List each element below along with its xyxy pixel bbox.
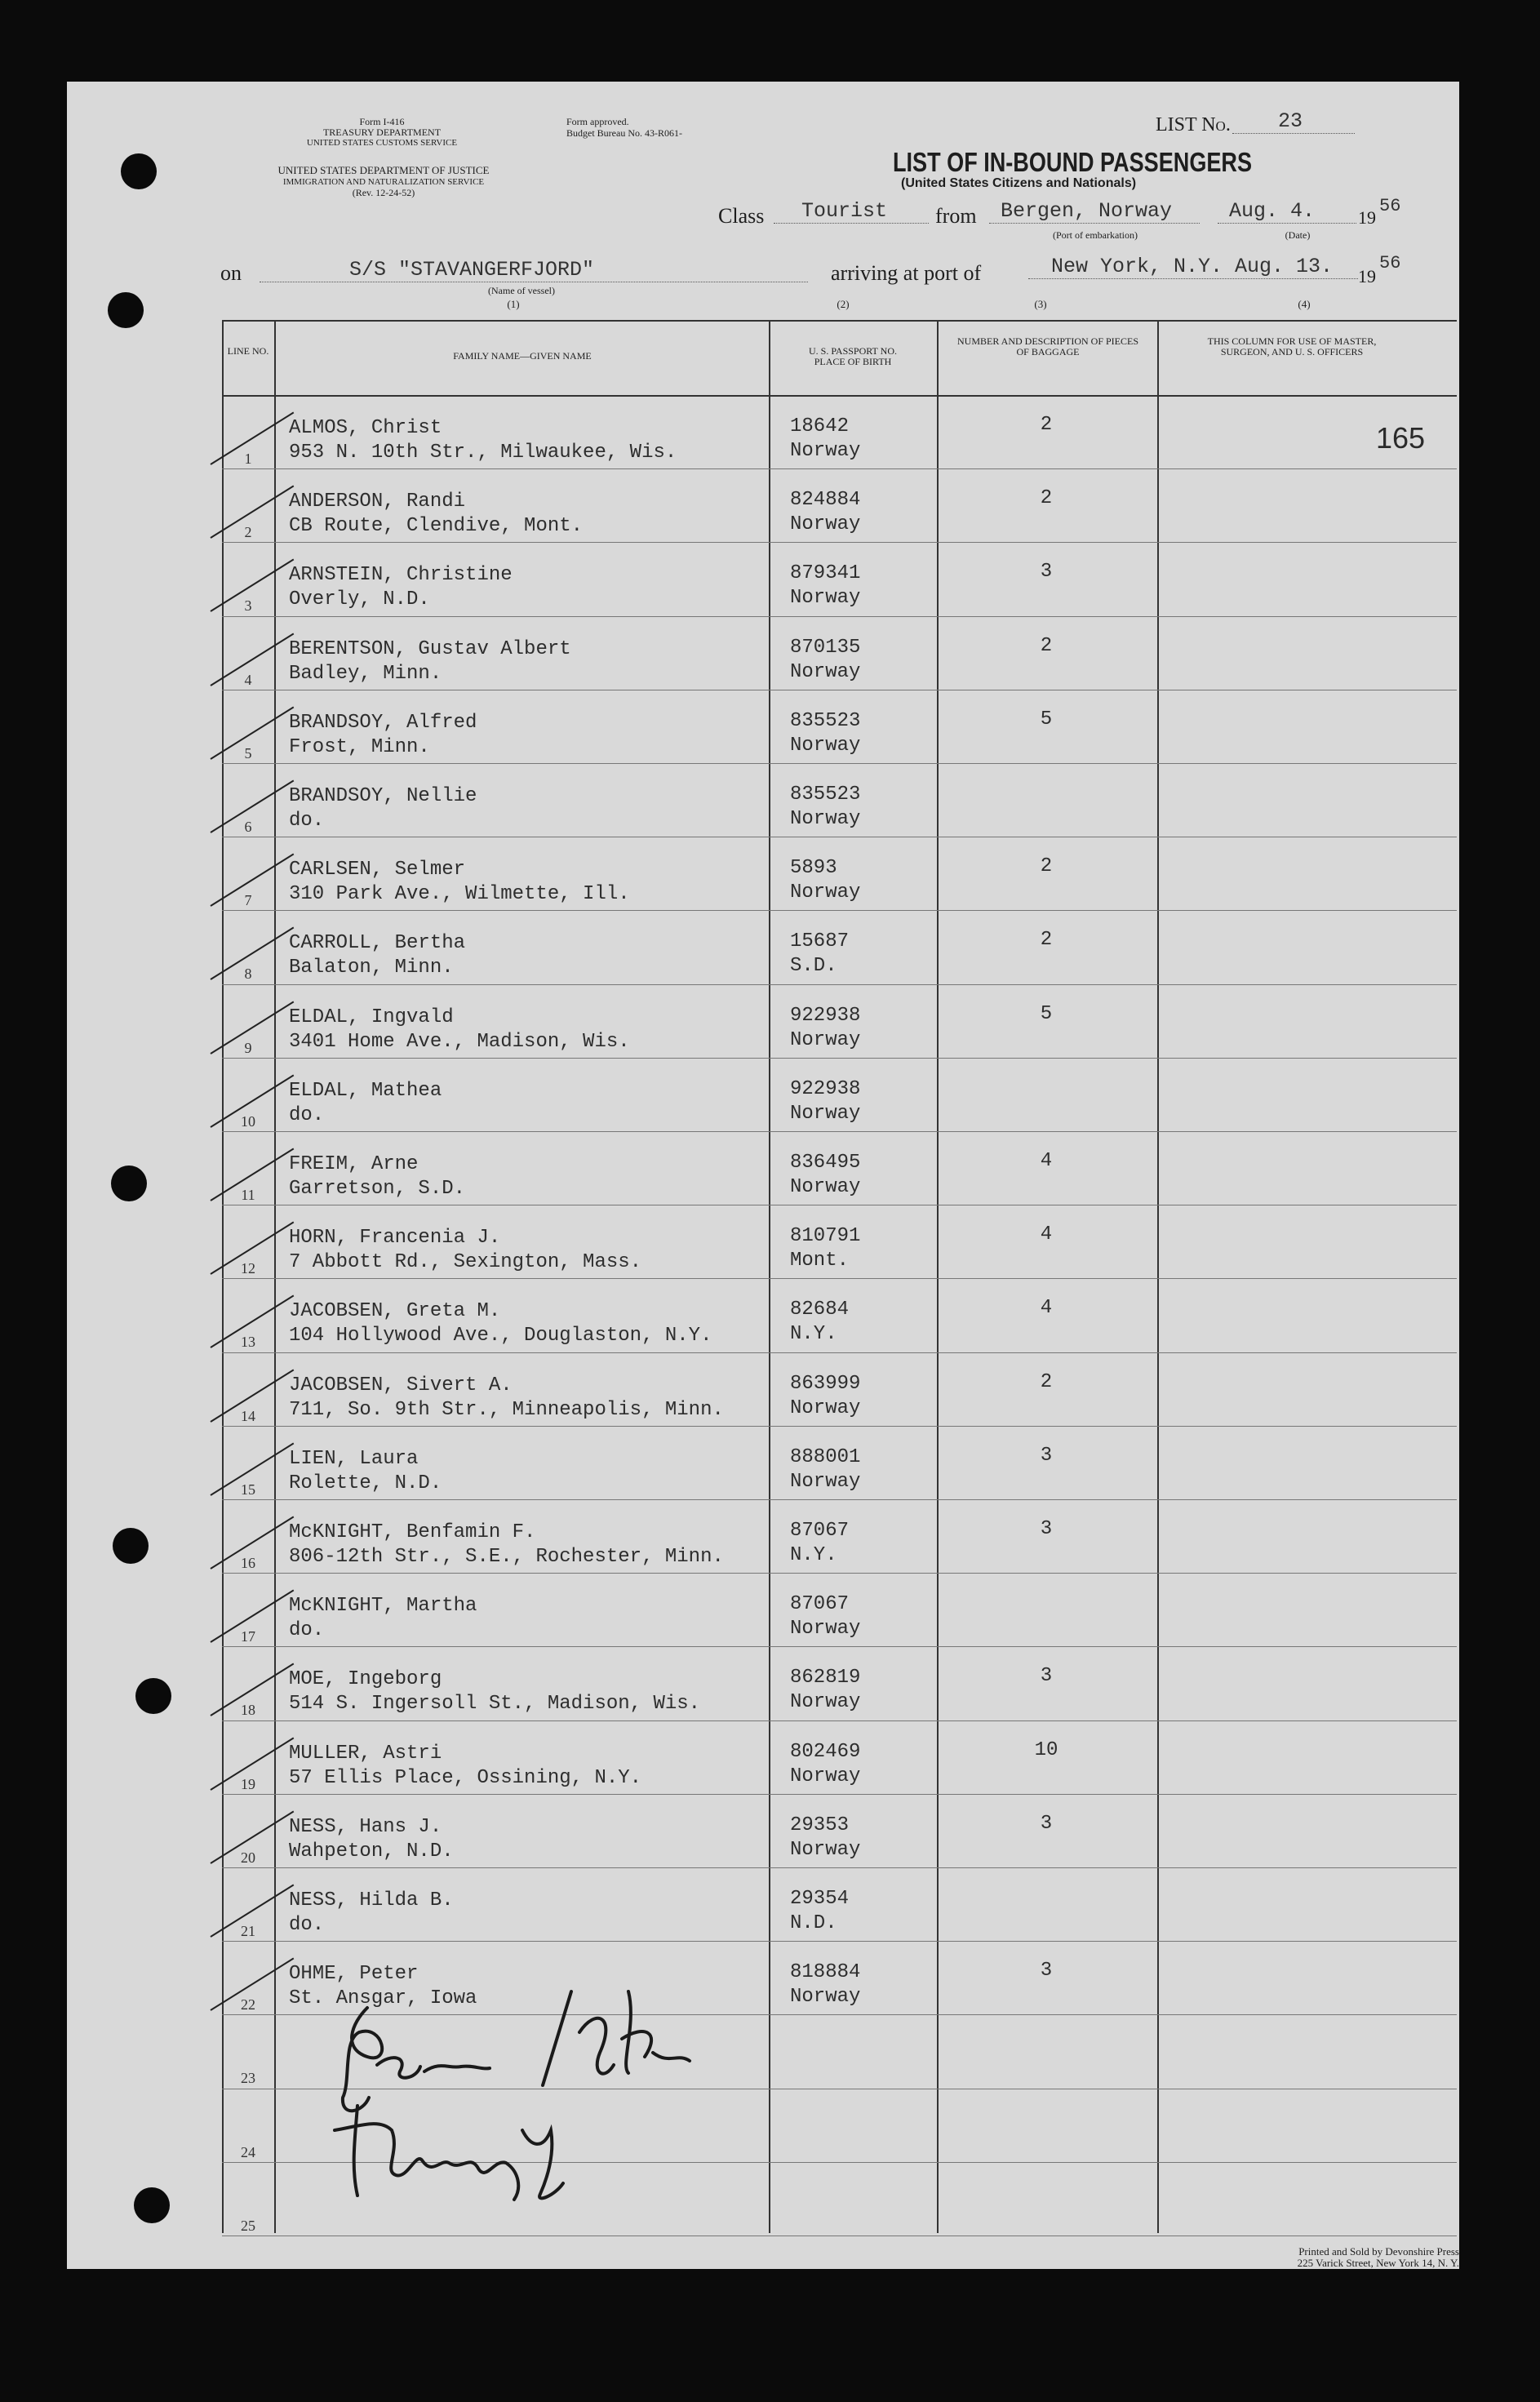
arriving-label: arriving at port of — [831, 261, 982, 285]
list-number-label: LIST No. — [1156, 114, 1231, 135]
table-divider — [1157, 320, 1159, 2233]
line-number: 7 — [244, 892, 252, 909]
handwritten-signature — [318, 1975, 775, 2204]
ins-service: IMMIGRATION AND NATURALIZATION SERVICE — [282, 177, 485, 187]
revision: (Rev. 12-24-52) — [352, 187, 415, 198]
baggage-count: 2 — [1040, 414, 1053, 436]
place-of-birth: Norway — [790, 1618, 861, 1641]
row-divider — [222, 1058, 1457, 1059]
column-header-line-no: LINE NO. — [227, 345, 269, 357]
baggage-count: 3 — [1040, 1665, 1053, 1688]
departure-date: Aug. 4. — [1218, 199, 1356, 224]
passenger-name: HORN, Francenia J. — [289, 1227, 501, 1250]
place-of-birth: Norway — [790, 881, 861, 904]
baggage-count: 3 — [1040, 1812, 1053, 1835]
baggage-count: 5 — [1040, 708, 1053, 730]
vessel-caption: (Name of vessel) — [488, 285, 555, 296]
line-number: 22 — [241, 1996, 255, 2014]
passenger-name: ALMOS, Christ — [289, 417, 442, 439]
passport-number: 863999 — [790, 1372, 861, 1395]
passenger-address: Overly, N.D. — [289, 588, 430, 611]
line-number: 2 — [244, 524, 252, 541]
place-of-birth: Norway — [790, 1765, 861, 1787]
passport-number: 922938 — [790, 1077, 861, 1100]
passenger-name: JACOBSEN, Greta M. — [289, 1300, 501, 1323]
passenger-address: Frost, Minn. — [289, 735, 430, 758]
row-divider — [222, 1794, 1457, 1795]
line-number: 1 — [244, 451, 252, 467]
place-of-birth: Norway — [790, 1691, 861, 1714]
row-divider — [222, 1867, 1457, 1868]
column-2-number: (2) — [837, 298, 850, 310]
place-of-birth: Mont. — [790, 1250, 850, 1272]
passenger-address: 7 Abbott Rd., Sexington, Mass. — [289, 1251, 642, 1274]
printer-line-2: 225 Varick Street, New York 14, N. Y. — [1297, 2257, 1459, 2269]
passenger-name: ARNSTEIN, Christine — [289, 564, 513, 587]
baggage-count: 3 — [1040, 561, 1053, 584]
binder-hole — [113, 1528, 149, 1564]
arrival-year-suffix: 56 — [1379, 253, 1401, 273]
officer-annotation: 165 — [1376, 421, 1426, 455]
table-divider — [937, 320, 939, 2233]
passenger-name: BERENTSON, Gustav Albert — [289, 637, 571, 660]
baggage-count: 3 — [1040, 1444, 1053, 1467]
passport-number: 824884 — [790, 489, 861, 512]
binder-hole — [135, 1678, 171, 1714]
from-label: from — [935, 204, 977, 228]
line-number: 4 — [244, 671, 252, 688]
row-divider — [222, 1426, 1457, 1427]
table-top-border — [222, 320, 1457, 322]
passport-number: 87067 — [790, 1593, 850, 1616]
row-divider — [222, 468, 1457, 469]
passenger-address: Wahpeton, N.D. — [289, 1840, 454, 1863]
column-header-name: FAMILY NAME—GIVEN NAME — [453, 350, 592, 362]
baggage-count: 2 — [1040, 929, 1053, 952]
passport-number: 922938 — [790, 1004, 861, 1027]
line-number: 17 — [241, 1628, 255, 1645]
passenger-address: do. — [289, 1103, 325, 1126]
baggage-count: 4 — [1040, 1297, 1053, 1320]
place-of-birth: N.D. — [790, 1912, 837, 1934]
arrival-port-date: New York, N.Y. Aug. 13. — [1028, 255, 1358, 279]
row-divider — [222, 542, 1457, 543]
line-number: 8 — [244, 966, 252, 983]
row-divider — [222, 1941, 1457, 1942]
place-of-birth: S.D. — [790, 955, 837, 978]
row-divider — [222, 1499, 1457, 1500]
place-of-birth: Norway — [790, 734, 861, 757]
year-prefix: 19 — [1358, 207, 1376, 228]
passport-number: 835523 — [790, 709, 861, 732]
place-of-birth: Norway — [790, 440, 861, 462]
passport-number: 87067 — [790, 1520, 850, 1542]
passenger-name: OHME, Peter — [289, 1963, 419, 1986]
passenger-address: St. Ansgar, Iowa — [289, 1987, 477, 2010]
line-number: 16 — [241, 1555, 255, 1571]
binder-hole — [111, 1165, 147, 1201]
row-divider — [222, 1278, 1457, 1279]
row-divider — [222, 910, 1457, 911]
passenger-name: LIEN, Laura — [289, 1447, 419, 1470]
passenger-name: CARROLL, Bertha — [289, 932, 466, 955]
binder-hole — [134, 2187, 170, 2223]
page-title: LIST OF IN-BOUND PASSENGERS — [893, 147, 1253, 177]
date-caption: (Date) — [1285, 229, 1311, 241]
passenger-name: FREIM, Arne — [289, 1153, 419, 1175]
line-number: 25 — [241, 2217, 255, 2234]
class-label: Class — [718, 204, 765, 228]
passport-number: 835523 — [790, 784, 861, 806]
baggage-count: 5 — [1040, 1002, 1053, 1025]
passport-number: 29353 — [790, 1814, 850, 1836]
table-divider — [769, 320, 770, 2233]
row-divider — [222, 763, 1457, 764]
passport-number: 810791 — [790, 1225, 861, 1248]
column-1-number: (1) — [507, 298, 520, 310]
column-3-number: (3) — [1034, 298, 1047, 310]
line-number: 20 — [241, 1849, 255, 1866]
baggage-count: 4 — [1040, 1150, 1053, 1172]
row-divider — [222, 1131, 1457, 1132]
passenger-name: BRANDSOY, Nellie — [289, 785, 477, 807]
place-of-birth: Norway — [790, 808, 861, 830]
customs-service: UNITED STATES CUSTOMS SERVICE — [306, 138, 458, 148]
passenger-name: JACOBSEN, Sivert A. — [289, 1374, 513, 1396]
row-divider — [222, 1573, 1457, 1574]
passenger-name: BRANDSOY, Alfred — [289, 711, 477, 734]
passport-number: 836495 — [790, 1152, 861, 1174]
line-number: 3 — [244, 597, 252, 615]
passenger-address: 3401 Home Ave., Madison, Wis. — [289, 1030, 630, 1053]
form-id: Form I-416 — [359, 116, 405, 127]
port-of-embarkation: Bergen, Norway — [989, 199, 1200, 224]
place-of-birth: Norway — [790, 1396, 861, 1419]
form-approved: Form approved. — [566, 116, 629, 127]
binder-hole — [121, 153, 157, 189]
line-number: 13 — [241, 1334, 255, 1351]
port-caption: (Port of embarkation) — [1053, 229, 1138, 241]
passenger-address: 806-12th Str., S.E., Rochester, Minn. — [289, 1546, 724, 1568]
line-number: 15 — [241, 1481, 255, 1498]
passenger-address: Balaton, Minn. — [289, 957, 454, 979]
passport-number: 862819 — [790, 1667, 861, 1689]
passenger-address: 57 Ellis Place, Ossining, N.Y. — [289, 1766, 642, 1789]
passenger-name: NESS, Hilda B. — [289, 1889, 454, 1911]
passenger-address: Garretson, S.D. — [289, 1178, 466, 1200]
year-suffix: 56 — [1379, 196, 1401, 216]
baggage-count: 4 — [1040, 1223, 1053, 1246]
passenger-address: do. — [289, 810, 325, 832]
passenger-address: do. — [289, 1619, 325, 1642]
column-header-officers: THIS COLUMN FOR USE OF MASTER, SURGEON, AND U. S. OFFICERS — [1207, 335, 1377, 357]
passenger-name: ELDAL, Mathea — [289, 1079, 442, 1102]
passport-number: 818884 — [790, 1961, 861, 1984]
passenger-address: 104 Hollywood Ave., Douglaston, N.Y. — [289, 1325, 712, 1348]
arrival-year-prefix: 19 — [1358, 266, 1376, 286]
list-number: 23 — [1232, 109, 1355, 134]
place-of-birth: Norway — [790, 1028, 861, 1051]
table-border-left — [222, 320, 224, 2233]
passenger-name: McKNIGHT, Martha — [289, 1595, 477, 1618]
passenger-name: MOE, Ingeborg — [289, 1668, 442, 1691]
printer-imprint — [1094, 2246, 1459, 2269]
baggage-count: 3 — [1040, 1960, 1053, 1982]
column-header-baggage: NUMBER AND DESCRIPTION OF PIECES OF BAGGAGE — [956, 335, 1139, 357]
binder-hole — [108, 292, 144, 328]
place-of-birth: Norway — [790, 1470, 861, 1493]
baggage-count: 10 — [1034, 1738, 1058, 1761]
place-of-birth: N.Y. — [790, 1323, 837, 1346]
printer-line-1: Printed and Sold by Devonshire Press — [1298, 2245, 1459, 2258]
passport-number: 18642 — [790, 415, 850, 437]
passport-number: 888001 — [790, 1445, 861, 1468]
line-number: 10 — [241, 1112, 255, 1130]
line-number: 12 — [241, 1260, 255, 1277]
passenger-address: 711, So. 9th Str., Minneapolis, Minn. — [289, 1398, 724, 1421]
line-number: 24 — [241, 2143, 255, 2160]
passenger-name: McKNIGHT, Benfamin F. — [289, 1521, 536, 1543]
line-number: 11 — [241, 1187, 255, 1203]
passenger-address: 953 N. 10th Str., Milwaukee, Wis. — [289, 442, 677, 464]
column-4-number: (4) — [1298, 298, 1311, 310]
line-number: 23 — [241, 2070, 255, 2087]
budget-bureau: Budget Bureau No. 43-R061- — [566, 127, 682, 139]
baggage-count: 2 — [1040, 855, 1053, 878]
justice-dept: UNITED STATES DEPARTMENT OF JUSTICE — [277, 164, 490, 176]
row-divider — [222, 1646, 1457, 1647]
passenger-table — [222, 320, 1457, 2233]
passenger-address: Rolette, N.D. — [289, 1472, 442, 1494]
line-number: 6 — [244, 819, 252, 835]
place-of-birth: Norway — [790, 587, 861, 610]
place-of-birth: Norway — [790, 660, 861, 683]
baggage-count: 3 — [1040, 1518, 1053, 1540]
row-divider — [222, 984, 1457, 985]
baggage-count: 2 — [1040, 1370, 1053, 1393]
column-header-passport: U. S. PASSPORT NO. PLACE OF BIRTH — [809, 345, 897, 367]
table-divider — [274, 320, 276, 2233]
passenger-name: CARLSEN, Selmer — [289, 859, 466, 881]
line-number: 18 — [241, 1702, 255, 1719]
passport-number: 879341 — [790, 562, 861, 585]
passenger-name: MULLER, Astri — [289, 1742, 442, 1765]
line-number: 9 — [244, 1039, 252, 1056]
row-divider — [222, 616, 1457, 617]
page-subtitle: (United States Citizens and Nationals) — [901, 176, 1137, 190]
line-number: 5 — [244, 744, 252, 761]
line-number: 19 — [241, 1775, 255, 1792]
place-of-birth: N.Y. — [790, 1544, 837, 1566]
line-number: 14 — [241, 1407, 255, 1424]
place-of-birth: Norway — [790, 1838, 861, 1861]
baggage-count: 2 — [1040, 634, 1053, 657]
treasury-dept: TREASURY DEPARTMENT — [322, 127, 442, 138]
passport-number: 5893 — [790, 857, 837, 880]
passport-number: 870135 — [790, 636, 861, 659]
place-of-birth: Norway — [790, 1102, 861, 1125]
passenger-address: do. — [289, 1914, 325, 1936]
passenger-address: 310 Park Ave., Wilmette, Ill. — [289, 883, 630, 906]
passport-number: 802469 — [790, 1740, 861, 1763]
passenger-address: CB Route, Clendive, Mont. — [289, 515, 584, 538]
passport-number: 82684 — [790, 1299, 850, 1321]
vessel-name: S/S "STAVANGERFJORD" — [260, 258, 808, 282]
passenger-name: ANDERSON, Randi — [289, 491, 466, 513]
on-label: on — [220, 261, 242, 285]
passenger-address: 514 S. Ingersoll St., Madison, Wis. — [289, 1693, 701, 1716]
passport-number: 29354 — [790, 1888, 850, 1910]
header-bottom-border — [222, 395, 1457, 397]
baggage-count: 2 — [1040, 487, 1053, 510]
class-value: Tourist — [774, 199, 929, 224]
line-number: 21 — [241, 1923, 255, 1939]
place-of-birth: Norway — [790, 1986, 861, 2009]
passenger-name: ELDAL, Ingvald — [289, 1006, 454, 1028]
place-of-birth: Norway — [790, 1176, 861, 1198]
row-divider — [222, 1720, 1457, 1721]
passenger-address: Badley, Minn. — [289, 662, 442, 685]
place-of-birth: Norway — [790, 513, 861, 536]
passenger-name: NESS, Hans J. — [289, 1815, 442, 1838]
passport-number: 15687 — [790, 930, 850, 953]
row-divider — [222, 1352, 1457, 1353]
